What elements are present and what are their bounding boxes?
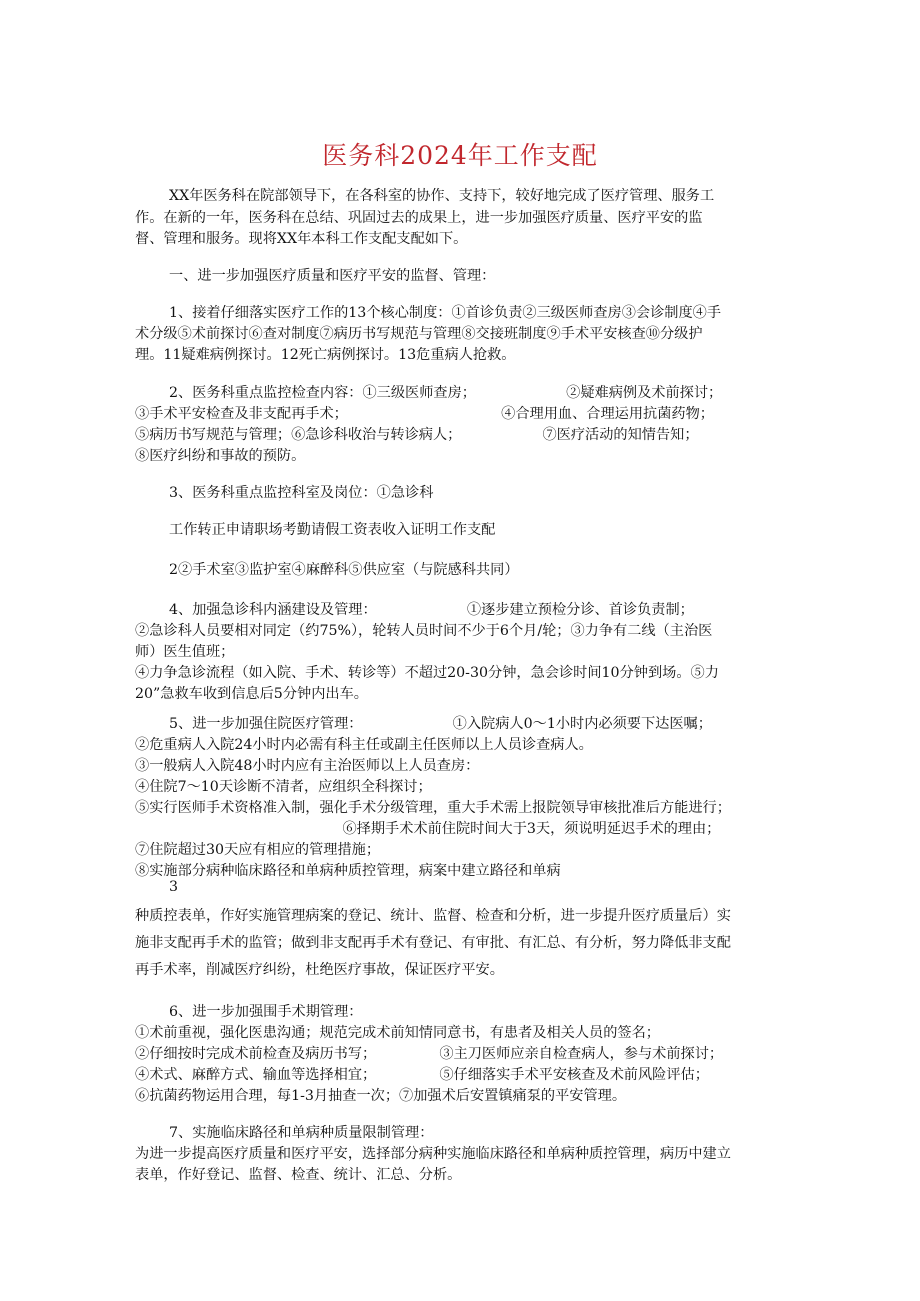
item7-line: 为进一步提高医疗质量和医疗平安，选择部分病种实施临床路径和单病种质控管理，病历中建立 — [135, 1146, 731, 1162]
section-heading: 一、进一步加强医疗质量和医疗平安的监督、管理： — [169, 268, 496, 284]
item1-line: 理。11疑难病例探讨。12死亡病例探讨。13危重病人抢救。 — [135, 347, 516, 363]
item7-line: 7、实施临床路径和单病种质量限制管理： — [169, 1125, 434, 1141]
item4-line: ②急诊科人员要相对同定（约75%），轮转人员时间不少于6个月/轮；③力争有二线（主治医 — [135, 623, 713, 639]
item5-line: ②危重病人入院24小时内必需有科主任或副主任医师以上人员诊查病人。 — [135, 737, 593, 753]
item5-line: ⑦住院超过30天应有相应的管理措施； — [135, 842, 381, 858]
item1-line: 1、接着仔细落实医疗工作的13个核心制度：①首诊负责②三级医师查房③会诊制度④手 — [169, 305, 722, 321]
item5-continued-line: 施非支配再手术的监管；做到非支配再手术有登记、有审批、有汇总、有分析，努力降低非支配 — [135, 935, 731, 951]
intro-line: 督、管理和服务。现将XX年本科工作支配支配如下。 — [135, 231, 468, 247]
item6-line: 6、进一步加强围手术期管理： — [169, 1004, 363, 1020]
item2-line: ③手术平安检查及非支配再手术； ④合理用血、合理运用抗菌药物； — [135, 406, 714, 422]
item3-line: 3、医务科重点监控科室及岗位：①急诊科 — [169, 485, 434, 501]
item6-line: ①术前重视，强化医患沟通；规范完成术前知情同意书，有患者及相关人员的签名； — [135, 1025, 660, 1041]
item6-line: ②仔细按时完成术前检查及病历书写； ③主刀医师应亲自检查病人，参与术前探讨； — [135, 1046, 724, 1062]
item4-line: ④力争急诊流程（如入院、手术、转诊等）不超过20-30分钟，急会诊时间10分钟到场。⑤力 — [135, 665, 719, 681]
item3-continued: 2②手术室③监护室④麻醉科⑤供应室（与院感科共同） — [169, 562, 519, 578]
item5-number: 3 — [169, 879, 179, 895]
item5-line: 5、进一步加强住院医疗管理： ①入院病人0～1小时内必须要下达医嘱； — [169, 716, 712, 732]
item5-line: ⑧实施部分病种临床路径和单病种质控管理，病案中建立路径和单病 — [135, 863, 561, 879]
item5-line: ③一般病人入院48小时内应有主治医师以上人员查房： — [135, 758, 480, 774]
intro-line: 作。在新的一年，医务科在总结、巩固过去的成果上，进一步加强医疗质量、医疗平安的监 — [135, 210, 703, 226]
intro-line: XX年医务科在院部领导下，在各科室的协作、支持下，较好地完成了医疗管理、服务工 — [169, 188, 715, 204]
item1-line: 术分级⑤术前探讨⑥查对制度⑦病历书写规范与管理⑧交接班制度⑨手术平安核查⑩分级护 — [135, 326, 703, 342]
item2-line: ⑧医疗纠纷和事故的预防。 — [135, 448, 306, 464]
item2-line: ⑤病历书写规范与管理；⑥急诊科收治与转诊病人； ⑦医疗活动的知情告知； — [135, 427, 699, 443]
item7-line: 表单，作好登记、监督、检查、统计、汇总、分析。 — [135, 1167, 462, 1183]
item5-line: ④住院7～10天诊断不清者，应组织全科探讨； — [135, 779, 432, 795]
item6-line: ④术式、麻醉方式、输血等选择相宜； ⑤仔细落实手术平安核查及术前风险评估； — [135, 1067, 709, 1083]
item5-continued-line: 再手术率，削减医疗纠纷，杜绝医疗事故，保证医疗平安。 — [135, 962, 504, 978]
item4-line: 20”急救车收到信息后5分钟内出车。 — [135, 686, 368, 702]
document-title: 医务科2024年工作支配 — [322, 141, 598, 170]
item5-continued-line: 种质控表单，作好实施管理病案的登记、统计、监督、检查和分析，进一步提升医疗质量后）实 — [135, 908, 731, 924]
item4-line: 师）医生值班； — [135, 644, 235, 660]
item5-line: ⑥择期手术术前住院时间大于3天，须说明延迟手术的理由； — [135, 821, 721, 837]
item5-line: ⑤实行医师手术资格准入制，强化手术分级管理，重大手术需上报院领导审核批准后方能进行； — [135, 800, 731, 816]
inserted-text-line: 工作转正申请职场考勤请假工资表收入证明工作支配 — [169, 522, 496, 538]
item4-line: 4、加强急诊科内涵建设及管理： ①逐步建立预检分诊、首诊负责制； — [169, 602, 694, 618]
item6-line: ⑥抗菌药物运用合理，每1-3月抽查一次；⑦加强术后安置镇痛泵的平安管理。 — [135, 1088, 627, 1104]
item2-line: 2、医务科重点监控检查内容：①三级医师查房； ②疑难病例及术前探讨； — [169, 385, 723, 401]
